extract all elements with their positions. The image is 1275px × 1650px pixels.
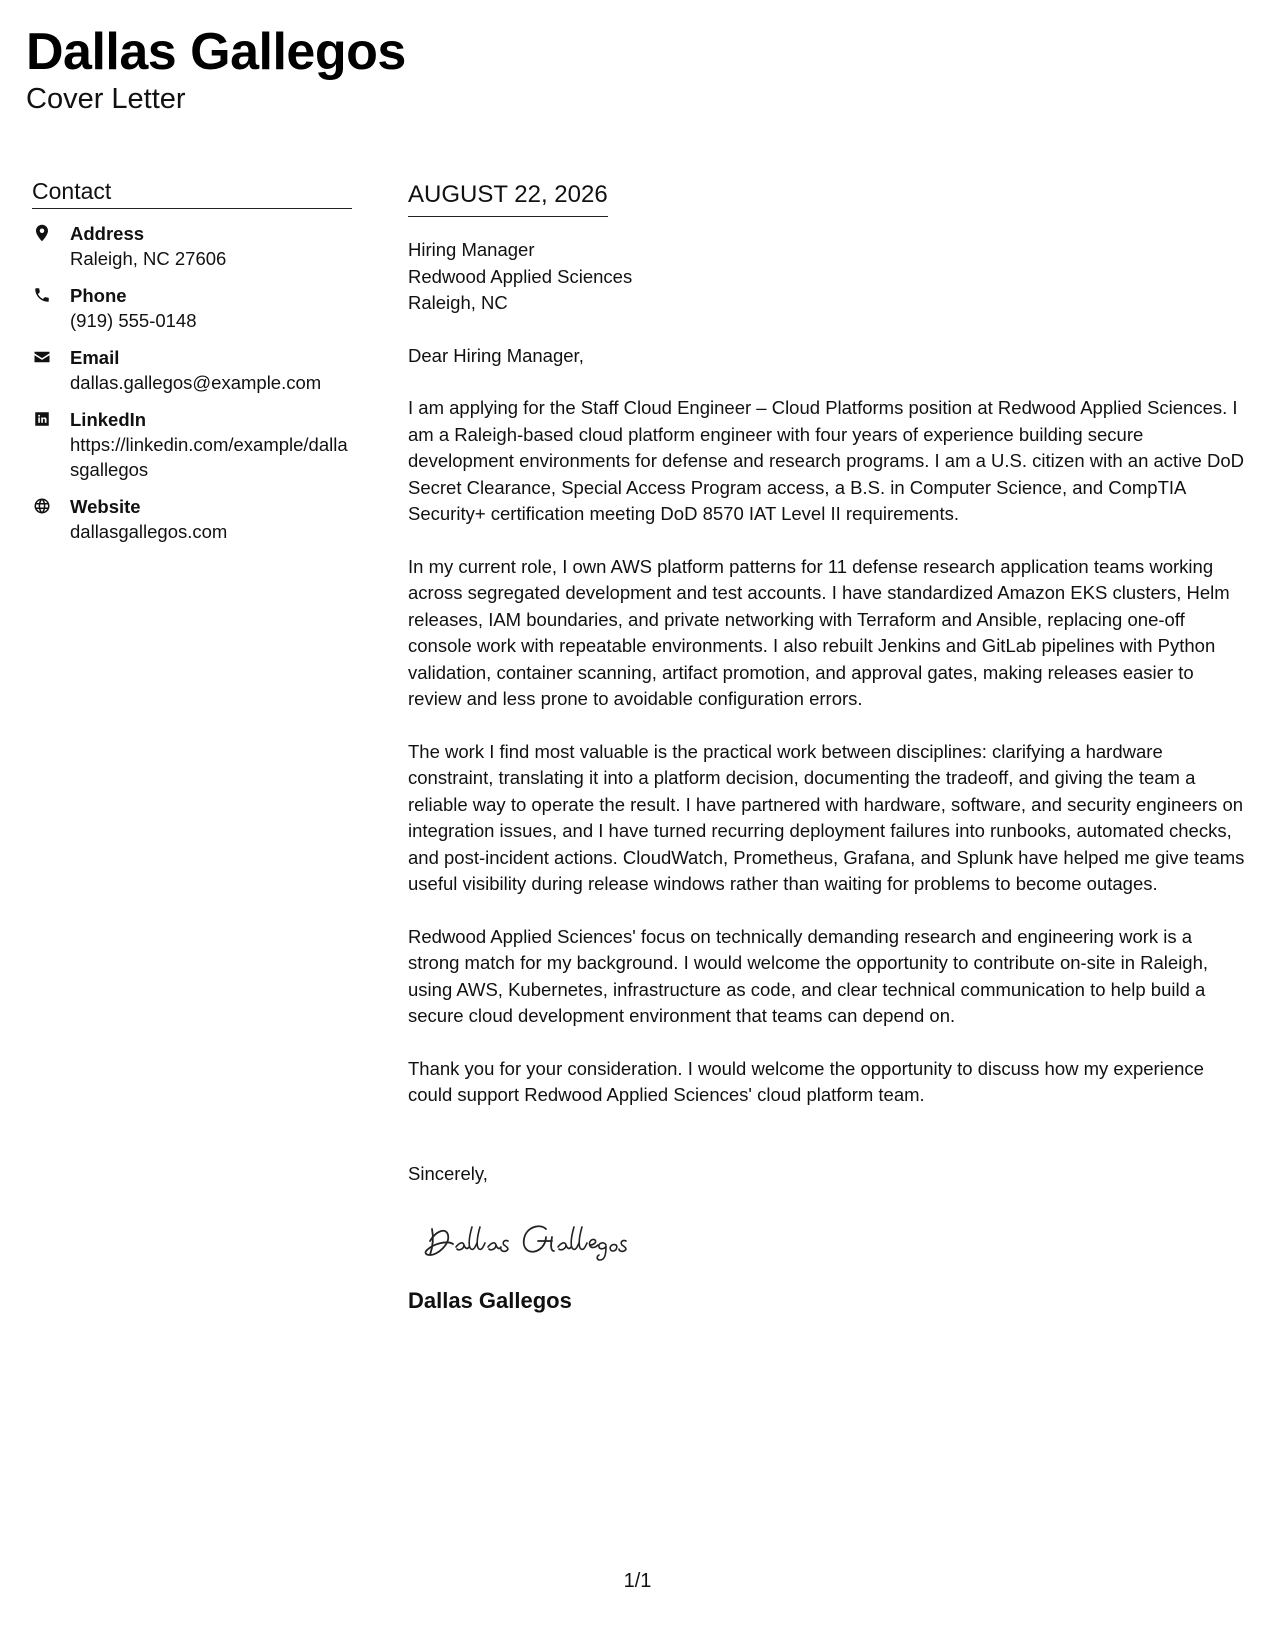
contact-phone: [32, 283, 352, 333]
document-subtitle: Cover Letter: [26, 83, 186, 115]
paragraph: Thank you for your consideration. I would welcome the opportunity to discuss how my experience could support Redwood Applied Sciences' cloud platform team.: [408, 1057, 1204, 1105]
contact-label: Website: [70, 496, 141, 517]
applicant-name: Dallas Gallegos: [26, 23, 406, 81]
closing: Sincerely,: [408, 1162, 488, 1184]
contact-value[interactable]: https://linkedin.com/example/dallasgallegos: [70, 434, 348, 480]
contact-value: Raleigh, NC 27606: [70, 248, 227, 269]
contact-label: Phone: [70, 285, 127, 306]
linkedin-icon: [32, 409, 52, 429]
contact-value[interactable]: dallas.gallegos@example.com: [70, 372, 322, 393]
letter-body: [408, 176, 1248, 1316]
map-pin-icon: [32, 223, 52, 243]
envelope-icon: [32, 347, 52, 367]
paragraph: Redwood Applied Sciences' focus on technically demanding research and engineering work is a strong match for my background. I would welcome the opportunity to contribute on-site in Raleigh, using AWS, Kubernetes, infrastructure as code, and clear technical communication to help build a secure cloud development environment that teams can depend on.: [408, 925, 1209, 1026]
contact-address: [32, 221, 352, 271]
handwritten-signature: [416, 1207, 676, 1267]
recipient-name: Hiring Manager: [408, 239, 535, 260]
contact-sidebar: [32, 176, 352, 556]
document-header: [26, 22, 406, 116]
recipient-company: Redwood Applied Sciences: [408, 265, 633, 287]
paragraph: The work I find most valuable is the practical work between disciplines: clarifying a hardware constraint, translating it into a platform decision, documenting the tradeoff, and giving the team a reliable way to operate the result. I have partnered with hardware, software, and security engineers on integration issues, and I have turned recurring deployment failures into runbooks, automated checks, and post-incident actions. CloudWatch, Prometheus, Grafana, and Splunk have helped me give teams useful visibility during release windows rather than waiting for problems to become outages.: [408, 740, 1245, 894]
paragraph: In my current role, I own AWS platform patterns for 11 defense research application teams working across segregated development and test accounts. I have standardized Amazon EKS clusters, Helm releases, IAM boundaries, and private networking with Terraform and Ansible, replacing one-off console work with repeatable environments. I also rebuilt Jenkins and GitLab pipelines with Python validation, container scanning, artifact promotion, and approval gates, making releases easier to review and less prone to avoidable configuration errors.: [408, 555, 1230, 709]
globe-icon: [32, 496, 52, 516]
contact-email: [32, 345, 352, 395]
letter-date: AUGUST 22, 2026: [408, 180, 608, 217]
phone-icon: [32, 285, 52, 305]
contact-value: (919) 555-0148: [70, 310, 197, 331]
recipient-location: Raleigh, NC: [408, 292, 508, 313]
contact-linkedin: [32, 407, 352, 482]
signed-name: Dallas Gallegos: [408, 1288, 572, 1313]
paragraph: I am applying for the Staff Cloud Engineer – Cloud Platforms position at Redwood Applied Sciences. I am a Raleigh-based cloud platform engineer with four years of experience building secure development environments for defense and research programs. I am a U.S. citizen with an active DoD Secret Clearance, Special Access Program access, a B.S. in Computer Science, and CompTIA Security+ certification meeting DoD 8570 IAT Level II requirements.: [408, 397, 1244, 524]
contact-value[interactable]: dallasgallegos.com: [70, 521, 228, 542]
page-number: 1/1: [623, 1570, 652, 1592]
contact-heading: Contact: [32, 176, 352, 209]
contact-website: [32, 494, 352, 544]
recipient-block: [408, 237, 1248, 317]
contact-label: Email: [70, 347, 120, 368]
contact-label: Address: [70, 223, 145, 244]
contact-label: LinkedIn: [70, 409, 147, 430]
greeting: Dear Hiring Manager,: [408, 344, 584, 366]
